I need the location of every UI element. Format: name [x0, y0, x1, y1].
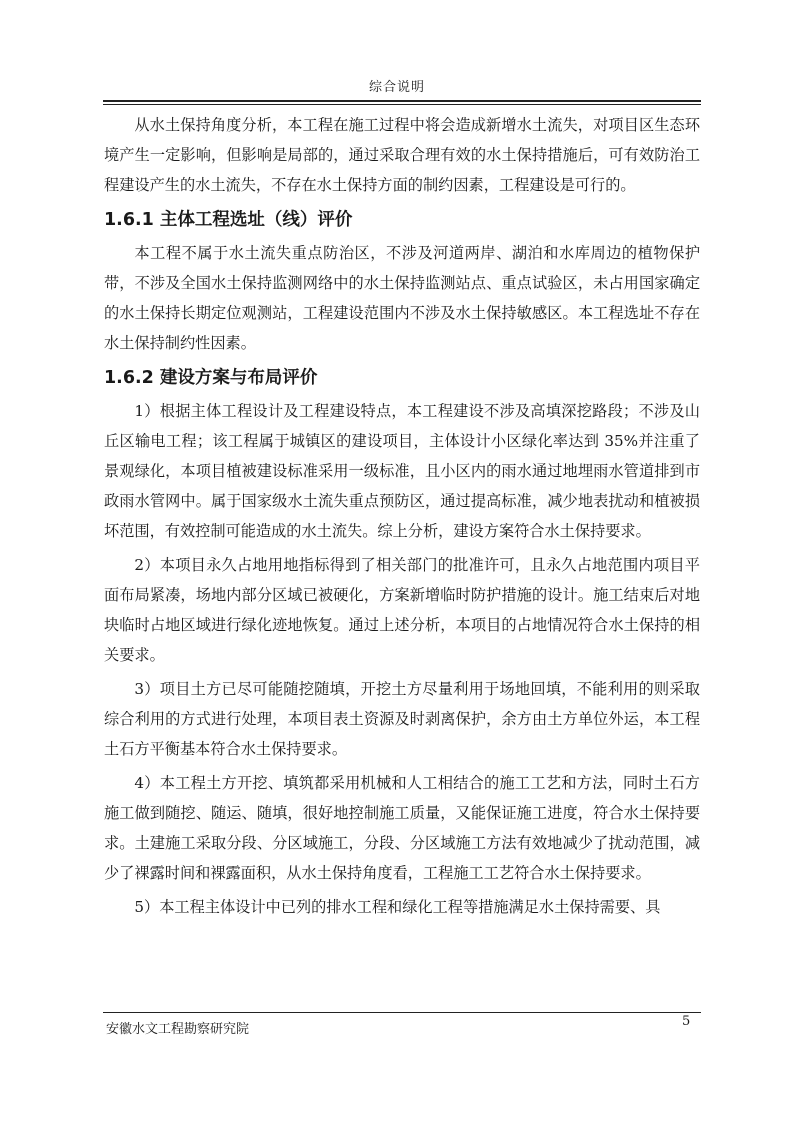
- intro-paragraph: 从水土保持角度分析，本工程在施工过程中将会造成新增水土流失，对项目区生态环境产生一定影响，但影响是局部的，通过采取合理有效的水土保持措施后，可有效防治工程建设产生的水土流失，不存在水土保持方面的制约因素，工程建设是可行的。: [104, 116, 700, 194]
- page-number: 5: [682, 1014, 691, 1029]
- footer-rule: [103, 1012, 701, 1013]
- document-body: [104, 110, 700, 922]
- construction-plan-paragraph-4: 4）本工程土方开挖、填筑都采用机械和人工相结合的施工工艺和方法，同时土石方施工做到随挖、随运、随填，很好地控制施工质量，又能保证施工进度，符合水土保持要求。土建施工采取分段、分区域施工，分段、分区域施工方法有效地减少了扰动范围，减少了裸露时间和裸露面积，从水土保持角度看，工程施工工艺符合水土保持要求。: [104, 774, 700, 882]
- site-selection-paragraph: 本工程不属于水土流失重点防治区，不涉及河道两岸、湖泊和水库周边的植物保护带，不涉及全国水土保持监测网络中的水土保持监测站点、重点试验区，未占用国家确定的水土保持长期定位观测站，工程建设范围内不涉及水土保持敏感区。本工程选址不存在水土保持制约性因素。: [104, 244, 700, 352]
- construction-plan-paragraph-5: 5）本工程主体设计中已列的排水工程和绿化工程等措施满足水土保持需要、具: [134, 898, 661, 916]
- page-header-title: 综合说明: [368, 80, 425, 95]
- construction-plan-paragraph-1: 1）根据主体工程设计及工程建设特点，本工程建设不涉及高填深挖路段；不涉及山丘区输电工程；该工程属于城镇区的建设项目，主体设计小区绿化率达到 35%并注重了景观绿化，本项目植被建设标准采用一级标准，且小区内的雨水通过地埋雨水管道排到市政雨水管网中。属于国家级水土流失重点预防区，通过提高标准，减少地表扰动和植被损坏范围，有效控制可能造成的水土流失。综上分析，建设方案符合水土保持要求。: [104, 402, 700, 540]
- section-heading-site-selection: 1.6.1 主体工程选址（线）评价: [104, 210, 353, 230]
- section-heading-construction-plan: 1.6.2 建设方案与布局评价: [104, 368, 318, 388]
- construction-plan-paragraph-3: 3）项目土方已尽可能随挖随填，开挖土方尽量利用于场地回填，不能利用的则采取综合利用的方式进行处理，本项目表土资源及时剥离保护，余方由土方单位外运，本工程土石方平衡基本符合水土保持要求。: [104, 680, 700, 758]
- construction-plan-paragraph-2: 2）本项目永久占地用地指标得到了相关部门的批准许可，且永久占地范围内项目平面布局紧凑，场地内部分区域已被硬化，方案新增临时防护措施的设计。施工结束后对地块临时占地区域进行绿化迹地恢复。通过上述分析，本项目的占地情况符合水土保持的相关要求。: [104, 556, 700, 664]
- footer-organization: 安徽水文工程勘察研究院: [106, 1022, 250, 1037]
- header-rule: [103, 100, 701, 102]
- header-rule-secondary: [103, 104, 701, 105]
